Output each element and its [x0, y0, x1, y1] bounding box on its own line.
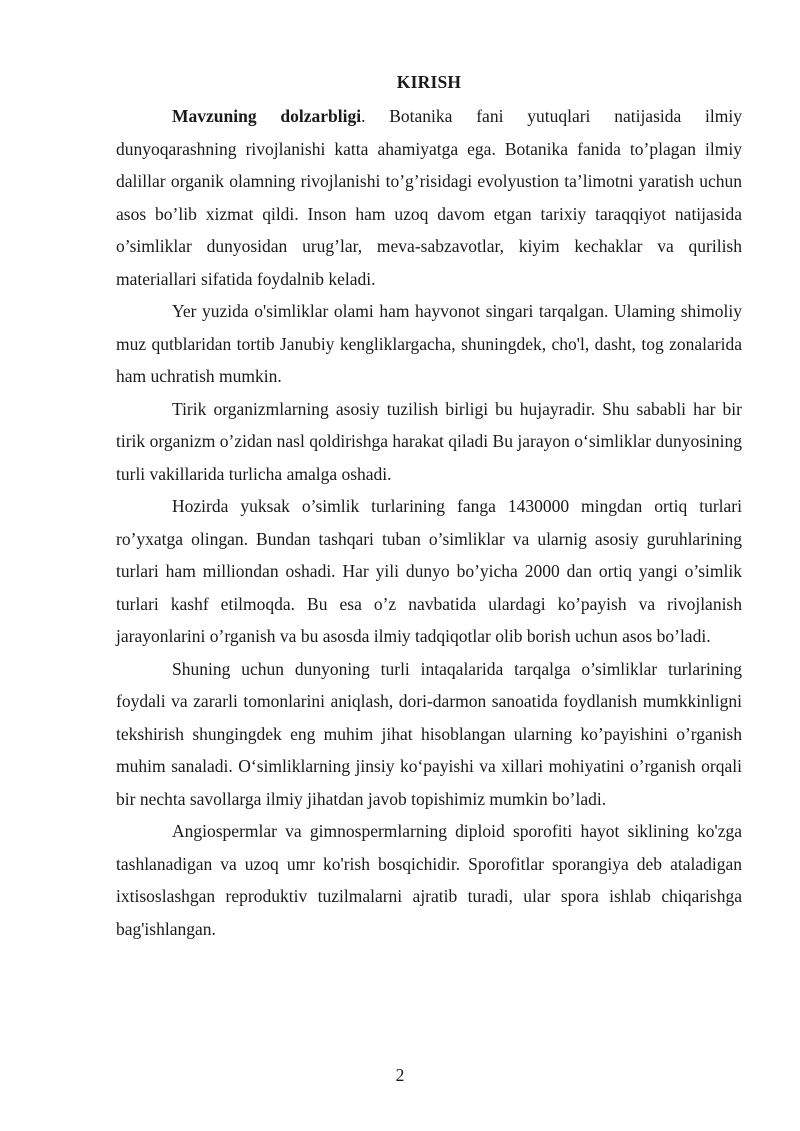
paragraph-relevance — [116, 100, 742, 295]
paragraph-sporophyte: Angiospermlar va gimnospermlarning diploid sporofiti hayot siklining ko'zga tashlanadigan va uzoq umr ko'rish bosqichidir. Sporofitlar sporangiya deb ataladigan ixtisoslashgan reproduktiv tuzilmalarni ajratib turadi, ular spora ishlab chiqarishga bag'ishlangan. — [116, 821, 742, 939]
paragraph-text: . Botanika fani yutuqlari natijasida ilmiy dunyoqarashning rivojlanishi katta ahamiyatga ega. Botanika fanida to’plagan ilmiy dalillar organik olamning rivojlanishi to’g’risidagi evolyustion ta’limotni yaratish uchun asos bo’lib xizmat qildi. Inson ham uzoq davom etgan tarixiy taraqqiyot natijasida o’simliklar dunyosidan urug’lar, meva-sabzavotlar, kiyim kechaklar va qurilish materiallari sifatida foydalnib keladi. — [116, 106, 743, 289]
section-title: KIRISH — [396, 72, 462, 92]
paragraph-cell-structure: Tirik organizmlarning asosiy tuzilish birligi bu hujayradir. Shu sababli har bir tirik organizm o’zidan nasl qoldirishga harakat qiladi Bu jarayon o‘simliklar dunyosining turli vakillarida turlicha amalga oshadi. — [116, 398, 742, 484]
document-page — [116, 70, 742, 945]
page-number: 2 — [395, 1065, 405, 1085]
paragraph-distribution: Yer yuzida o'simliklar olami ham hayvonot singari tarqalgan. Ulaming shimoliy muz qutblaridan tortib Janubiy kengliklargacha, shuningdek, cho'l, dasht, tog zonalarida ham uchratish mumkin. — [116, 301, 742, 386]
relevance-heading: Mavzuning dolzarbligi — [172, 106, 362, 126]
paragraph-species-count: Hozirda yuksak o’simlik turlarining fanga 1430000 mingdan ortiq turlari ro’yxatga olingan. Bundan tashqari tuban o’simliklar va ularnig asosiy guruhlarining turlari ham milliondan oshadi. Har yili dunyo bo’yicha 2000 dan ortiq yangi o’simlik turlari kashf etilmoqda. Bu esa o’z navbatida ulardagi ko’payish va rivojlanish jarayonlarini o’rganish va bu asosda ilmiy tadqiqotlar olib borish uchun asos bo’ladi. — [116, 496, 742, 646]
paragraph-research-importance: Shuning uchun dunyoning turli intaqalarida tarqalga o’simliklar turlarining foydali va zararli tomonlarini aniqlash, dori-darmon sanoatida foydlanish mumkkinligni tekshirish shungingdek eng muhim jihat hisoblangan ularning ko’payishini o’rganish muhim sanaladi. O‘simliklarning jinsiy ko‘payishi va xillari mohiyatini o’rganish orqali bir nechta savollarga ilmiy jihatdan javob topishimiz mumkin bo’ladi. — [116, 658, 742, 809]
